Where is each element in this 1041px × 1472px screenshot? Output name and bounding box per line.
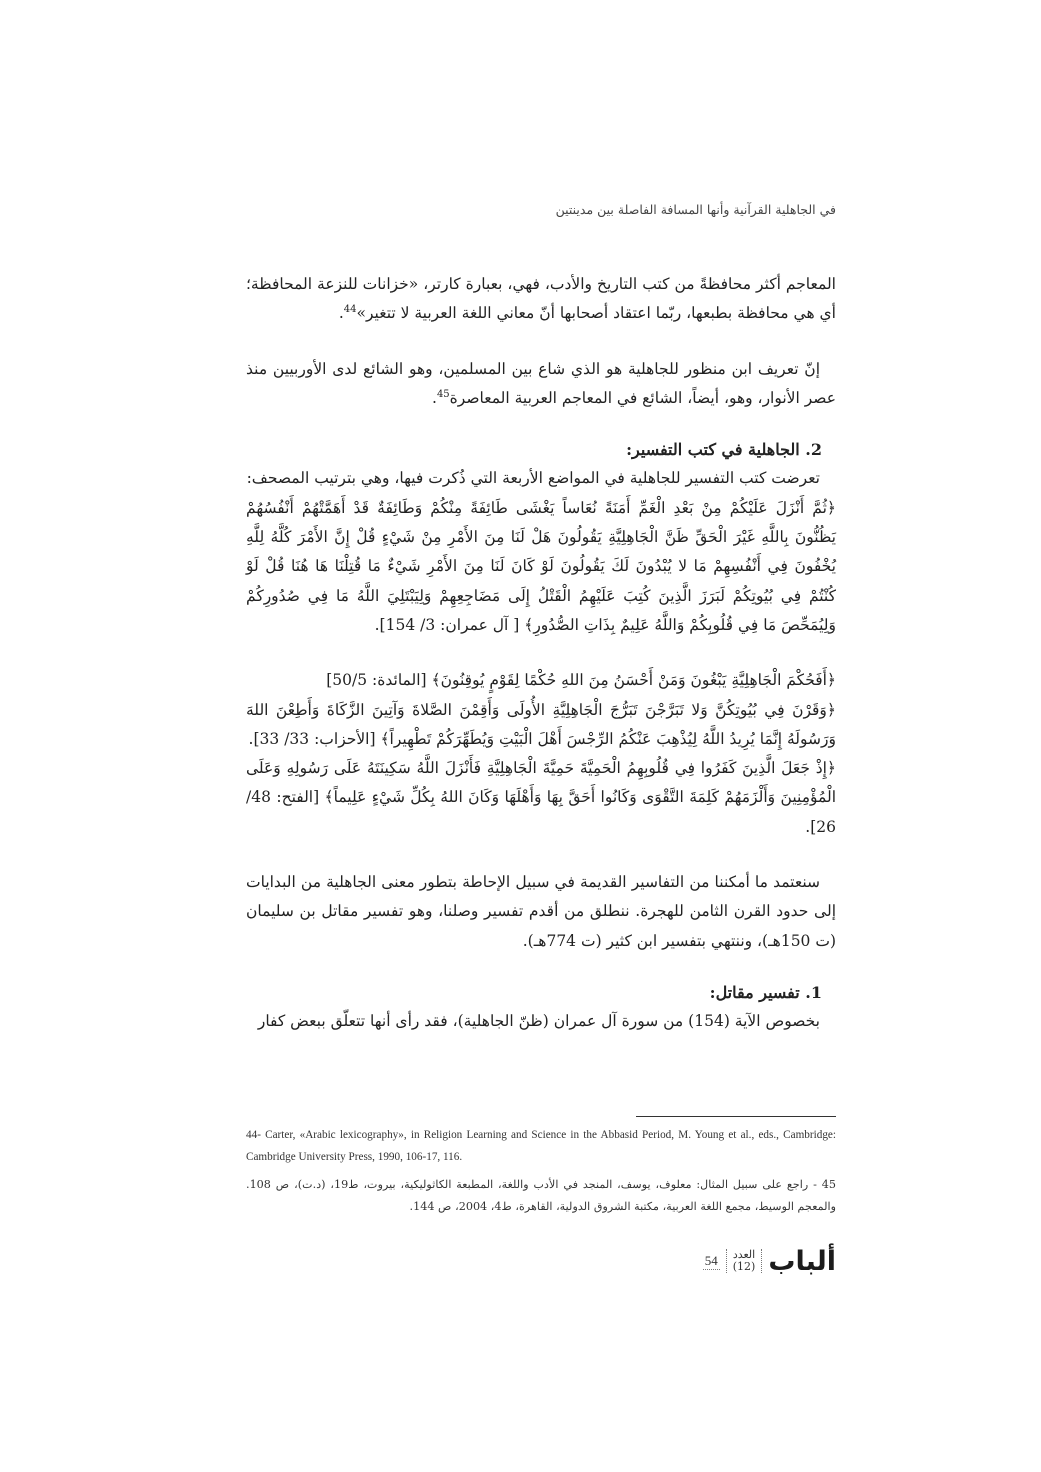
journal-logo: ألباب [768, 1245, 836, 1277]
page [246, 0, 836, 1472]
verse-al-fath: ﴿إِذْ جَعَلَ الَّذِينَ كَفَرُوا فِي قُلُوبِهِمُ الْحَمِيَّةَ حَمِيَّةَ الْجَاهِلِيَّةِ فَأَنْزَلَ اللَّهُ سَكِينَتَهُ عَلَى رَسُولِهِ وَعَلَى الْمُؤْمِنِينَ وَأَلْزَمَهُمْ كَلِمَةَ التَّقْوَى وَكَانُوا أَحَقَّ بِهَا وَأَهْلَهَا وَكَانَ اللهُ بِكُلِّ شَيْءٍ عَلِيماً﴾ [الفتح: 48/ 26]. [246, 759, 836, 836]
running-head: في الجاهلية القرآنية وأنها المسافة الفاصلة بين مدينتين [555, 202, 836, 217]
verse-al-ahzab: ﴿وَقَرْنَ فِي بُيُوتِكُنَّ وَلا تَبَرَّجْنَ تَبَرُّجَ الْجَاهِلِيَّةِ الأُولَى وَأَقِمْنَ الصَّلاةَ وَآتِينَ الزَّكَاةَ وَأَطِعْنَ اللهَ وَرَسُولَهُ إِنَّمَا يُرِيدُ اللَّهُ لِيُذْهِبَ عَنْكُمُ الرِّجْسَ أَهْلَ الْبَيْتِ وَيُطَهِّرَكُمْ تَطْهِيراً﴾ [الأحزاب: 33/ 33]. [246, 700, 836, 748]
section-heading-2: 2. الجاهلية في كتب التفسير: [626, 440, 822, 460]
verse-al-maidah: ﴿أَفَحُكْمَ الْجَاهِلِيَّةِ يَبْغُونَ وَمَنْ أَحْسَنُ مِنَ اللهِ حُكْمًا لِقَوْمٍ يُوقِنُونَ﴾ [المائدة: 50/5] [326, 671, 836, 690]
footnote-divider [636, 1116, 836, 1117]
paragraph-3: تعرضت كتب التفسير للجاهلية في المواضع الأربعة التي ذُكرت فيها، وهي بترتيب المصحف: [246, 469, 820, 488]
footnote-ref-44[interactable]: 44 [343, 304, 357, 316]
footnote-45: 45 - راجع على سبيل المثال: معلوف، يوسف، المنجد في الأدب واللغة، المطبعة الكاثوليكية، بيروت، ط19، (د.ت)، ص 108. والمعجم الوسيط، مجمع اللغة العربية، مكتبة الشروق الدولية، القاهرة، ط4، 2004، ص 144. [246, 1178, 836, 1213]
verse-al-imran: ﴿ثُمَّ أَنْزَلَ عَلَيْكُمْ مِنْ بَعْدِ الْغَمِّ أَمَنَةً نُعَاساً يَغْشَى طَائِفَةً مِنْكُمْ وَطَائِفَةٌ قَدْ أَهَمَّتْهُمْ أَنْفُسُهُمْ يَظُنُّونَ بِاللَّهِ غَيْرَ الْحَقِّ ظَنَّ الْجَاهِلِيَّةِ يَقُولُونَ هَلْ لَنَا مِنَ الأَمْرِ مِنْ شَيْءٍ قُلْ إِنَّ الأَمْرَ كُلَّهُ لِلَّهِ يُخْفُونَ فِي أَنْفُسِهِمْ مَا لا يُبْدُونَ لَكَ يَقُولُونَ لَوْ كَانَ لَنَا مِنَ الأَمْرِ شَيْءٌ مَا قُتِلْنَا هَا هُنَا قُلْ لَوْ كُنْتُمْ فِي بُيُوتِكُمْ لَبَرَزَ الَّذِينَ كُتِبَ عَلَيْهِمُ الْقَتْلُ إِلَى مَضَاجِعِهِمْ وَلِيَبْتَلِيَ اللَّهُ مَا فِي صُدُورِكُمْ وَلِيُمَحِّصَ مَا فِي قُلُوبِكُمْ وَاللَّهُ عَلِيمٌ بِذَاتِ الصُّدُورِ﴾ [ آل عمران: 3/ 154]. [246, 498, 836, 634]
main-text [246, 270, 836, 1037]
paragraph-4: سنعتمد ما أمكننا من التفاسير القديمة في سبيل الإحاطة بتطور معنى الجاهلية من البدايات إلى حدود القرن الثامن للهجرة. ننطلق من أقدم تفسير وصلنا، وهو تفسير مقاتل بن سليمان (ت 150هـ)، وننتهي بتفسير ابن كثير (ت 774هـ). [246, 873, 836, 950]
footnotes [246, 1124, 836, 1218]
issue-label: العدد [732, 1248, 756, 1261]
paragraph-1: المعاجم أكثر محافظةً من كتب التاريخ والأدب، فهي، بعبارة كارتر، «خزانات للنزعة المحافظة؛ أي هي محافظة بطبعها، ربّما اعتقاد أصحابها أنّ معاني اللغة العربية لا تتغير»$^{44}$. [246, 275, 836, 323]
issue-number: (12) [732, 1260, 756, 1273]
paragraph-2: إنّ تعريف ابن منظور للجاهلية هو الذي شاع بين المسلمين، وهو الشائع لدى الأوربيين منذ عصر الأنوار، وهو، أيضاً، الشائع في المعاجم العربية المعاصرة$^{45}$. [246, 359, 836, 407]
page-footer [703, 1243, 836, 1279]
page-number: 54 [704, 1252, 718, 1268]
subsection-heading-1: 1. تفسير مقاتل: [709, 982, 822, 1002]
issue-badge [726, 1249, 763, 1273]
paragraph-5: بخصوص الآية (154) من سورة آل عمران (ظنّ الجاهلية)، فقد رأى أنها تتعلّق ببعض كفار [257, 1012, 820, 1031]
footnote-44: 44- Carter, «Arabic lexicography», in Religion Learning and Science in the Abbasid Period, M. Young et al., eds., Cambridge: Cambridge University Press, 1990, 106-17, 116. [246, 1129, 836, 1163]
footnote-ref-45[interactable]: 45 [436, 388, 450, 400]
